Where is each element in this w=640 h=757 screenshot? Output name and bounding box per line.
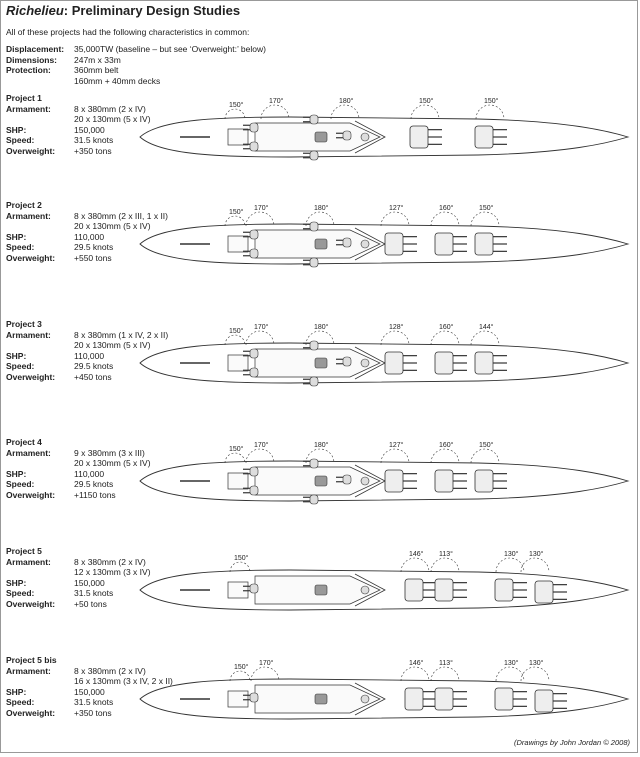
ship-plan-1 (0, 85, 640, 195)
page-title: Richelieu: Preliminary Design Studies (6, 3, 241, 18)
main-turret (435, 352, 467, 374)
armament-main: 9 x 380mm (3 x III) (74, 447, 145, 458)
main-turret (385, 233, 417, 255)
firing-arc-1-label: 150° (229, 209, 244, 216)
firing-arc-3-label: 180° (314, 442, 329, 449)
firing-arc-5-arc (431, 449, 459, 463)
firing-arc-1-label: 150° (234, 664, 249, 671)
firing-arc-4-label: 128° (389, 324, 404, 331)
hull-outline (140, 117, 628, 157)
shp-value: 150,000 (74, 124, 105, 135)
firing-arc-4-arc (381, 449, 409, 463)
main-turret (435, 470, 467, 492)
intro-text: All of these projects had the following characteristics in common: (6, 27, 250, 37)
ship-plan-4 (0, 429, 640, 539)
overweight-value: +50 tons (74, 598, 107, 609)
main-turret (405, 688, 437, 710)
firing-arc-1-label: 150° (229, 328, 244, 335)
hull-outline (140, 679, 628, 719)
armament-main: 8 x 380mm (1 x IV, 2 x II) (74, 329, 169, 340)
firing-arc-1-label: 150° (229, 446, 244, 453)
main-turret (385, 470, 417, 492)
firing-arc-2-label: 170° (254, 205, 269, 212)
speed-value: 31.5 knots (74, 135, 114, 145)
main-turret (435, 233, 467, 255)
firing-arc-5-arc (496, 667, 524, 681)
firing-arc-5-label: 160° (439, 205, 454, 212)
main-turret (535, 581, 567, 603)
firing-arc-6-arc (471, 331, 499, 345)
firing-arc-2-label: 170° (254, 324, 269, 331)
armament-secondary: 20 x 130mm (5 x IV) (74, 114, 151, 124)
ship-plan-2 (0, 192, 640, 302)
firing-arc-3-label: 180° (339, 98, 354, 105)
armament-secondary: 20 x 130mm (5 x IV) (74, 221, 151, 231)
project-spec-3: Project 3 Armament: 8 x 380mm (1 x IV, 2 x II) 20 x 130mm (5 x IV) SHP: 110,000 Speed: 29.5 knots Overweight: +450 tons (6, 319, 169, 382)
main-turret (495, 688, 527, 710)
firing-arc-6-arc (521, 667, 549, 681)
armament-main: 8 x 380mm (2 x IV) (74, 103, 146, 114)
director (361, 133, 369, 141)
project-heading: Project 2 (6, 200, 42, 210)
project-heading: Project 4 (6, 437, 42, 447)
shp-value: 110,000 (74, 350, 105, 361)
shp-value: 150,000 (74, 686, 105, 697)
firing-arc-6-label: 130° (529, 660, 544, 667)
funnel (315, 585, 327, 595)
firing-arc-3-arc (401, 667, 429, 681)
director (361, 695, 369, 703)
funnel (315, 476, 327, 486)
firing-arc-2-label: 170° (269, 98, 284, 105)
funnel (315, 239, 327, 249)
speed-value: 29.5 knots (74, 361, 114, 371)
project-spec-6: Project 5 bis Armament: 8 x 380mm (2 x IV) 16 x 130mm (3 x IV, 2 x II) SHP: 150,000 Speed: 31.5 knots Overweight: +350 tons (6, 655, 173, 718)
firing-arc-3-label: 180° (314, 205, 329, 212)
project-heading: Project 5 (6, 546, 42, 556)
main-turret (475, 126, 507, 148)
firing-arc-1-label: 150° (229, 102, 244, 109)
overweight-value: +350 tons (74, 145, 112, 156)
project-spec-2: Project 2 Armament: 8 x 380mm (2 x III, 1 x II) 20 x 130mm (5 x IV) SHP: 110,000 Speed: 29.5 knots Overweight: +550 tons (6, 200, 168, 263)
aft-superstructure (228, 355, 248, 371)
firing-arc-3-label: 146° (409, 660, 424, 667)
main-turret (410, 126, 442, 148)
firing-arc-5-arc (431, 212, 459, 226)
overweight-value: +350 tons (74, 707, 112, 718)
firing-arc-5-label: 130° (529, 551, 544, 558)
firing-arc-4-label: 130° (504, 551, 519, 558)
project-spec-1: Project 1 Armament: 8 x 380mm (2 x IV) 20 x 130mm (5 x IV) SHP: 150,000 Speed: 31.5 knots Overweight: +350 tons (6, 93, 151, 156)
aft-superstructure (228, 582, 248, 598)
main-turret (435, 688, 467, 710)
director (361, 359, 369, 367)
ship-plan-3 (0, 311, 640, 421)
firing-arc-6-label: 150° (479, 442, 494, 449)
drawing-credit: (Drawings by John Jordan © 2008) (513, 738, 630, 747)
ship-plan-5 (0, 538, 640, 648)
firing-arc-4-arc (381, 331, 409, 345)
director (361, 477, 369, 485)
overweight-value: +450 tons (74, 371, 112, 382)
firing-arc-6-label: 144° (479, 324, 494, 331)
firing-arc-3-arc (431, 558, 459, 572)
firing-arc-2-arc (401, 558, 429, 572)
firing-arc-4-arc (431, 667, 459, 681)
common-characteristics: Displacement: 35,000TW (baseline – but see ‘Overweight:’ below) Dimensions: 247m x 33m Protection: 360mm belt 160mm + 40mm decks (6, 44, 266, 86)
aft-superstructure (228, 691, 248, 707)
firing-arc-6-label: 150° (479, 205, 494, 212)
project-heading: Project 5 bis (6, 655, 57, 665)
hull-outline (140, 224, 628, 264)
speed-value: 29.5 knots (74, 479, 114, 489)
firing-arc-2-label: 146° (409, 551, 424, 558)
shp-value: 110,000 (74, 468, 105, 479)
firing-arc-3-arc (331, 105, 359, 119)
firing-arc-5-label: 160° (439, 324, 454, 331)
firing-arc-5-arc (431, 331, 459, 345)
armament-main: 8 x 380mm (2 x IV) (74, 556, 146, 567)
funnel (315, 132, 327, 142)
overweight-value: +550 tons (74, 252, 112, 263)
hull-outline (140, 343, 628, 383)
project-spec-4: Project 4 Armament: 9 x 380mm (3 x III) 20 x 130mm (5 x IV) SHP: 110,000 Speed: 29.5 knots Overweight: +1150 tons (6, 437, 151, 500)
firing-arc-5-arc (476, 105, 504, 119)
firing-arc-5-label: 160° (439, 442, 454, 449)
armament-secondary: 20 x 130mm (5 x IV) (74, 458, 151, 468)
firing-arc-4-label: 127° (389, 442, 404, 449)
firing-arc-4-arc (496, 558, 524, 572)
aft-superstructure (228, 129, 248, 145)
speed-value: 31.5 knots (74, 697, 114, 707)
firing-arc-1-label: 150° (234, 555, 249, 562)
armament-main: 8 x 380mm (2 x III, 1 x II) (74, 210, 168, 221)
firing-arc-6-arc (471, 212, 499, 226)
speed-value: 29.5 knots (74, 242, 114, 252)
firing-arc-3-label: 113° (439, 551, 453, 558)
firing-arc-4-arc (411, 105, 439, 119)
director (361, 586, 369, 594)
main-turret (385, 352, 417, 374)
armament-secondary: 20 x 130mm (5 x IV) (74, 340, 151, 350)
firing-arc-2-label: 170° (259, 660, 274, 667)
firing-arc-5-label: 150° (484, 98, 499, 105)
main-turret (435, 579, 467, 601)
project-spec-5: Project 5 Armament: 8 x 380mm (2 x IV) 12 x 130mm (3 x IV) SHP: 150,000 Speed: 31.5 knots Overweight: +50 tons (6, 546, 151, 609)
project-heading: Project 1 (6, 93, 42, 103)
aft-superstructure (228, 236, 248, 252)
project-heading: Project 3 (6, 319, 42, 329)
speed-value: 31.5 knots (74, 588, 114, 598)
firing-arc-2-label: 170° (254, 442, 269, 449)
aft-superstructure (228, 473, 248, 489)
funnel (315, 358, 327, 368)
hull-outline (140, 570, 628, 610)
firing-arc-4-arc (381, 212, 409, 226)
armament-secondary: 16 x 130mm (3 x IV, 2 x II) (74, 676, 173, 686)
shp-value: 110,000 (74, 231, 105, 242)
main-turret (495, 579, 527, 601)
firing-arc-5-label: 130° (504, 660, 519, 667)
firing-arc-4-label: 127° (389, 205, 404, 212)
main-turret (405, 579, 437, 601)
funnel (315, 694, 327, 704)
firing-arc-3-label: 180° (314, 324, 329, 331)
firing-arc-5-arc (521, 558, 549, 572)
firing-arc-4-label: 150° (419, 98, 434, 105)
director (361, 240, 369, 248)
overweight-value: +1150 tons (74, 489, 116, 500)
shp-value: 150,000 (74, 577, 105, 588)
main-turret (475, 352, 507, 374)
armament-secondary: 12 x 130mm (3 x IV) (74, 567, 151, 577)
main-turret (475, 233, 507, 255)
firing-arc-6-arc (471, 449, 499, 463)
firing-arc-4-label: 113° (439, 660, 453, 667)
hull-outline (140, 461, 628, 501)
main-turret (535, 690, 567, 712)
armament-main: 8 x 380mm (2 x IV) (74, 665, 146, 676)
main-turret (475, 470, 507, 492)
